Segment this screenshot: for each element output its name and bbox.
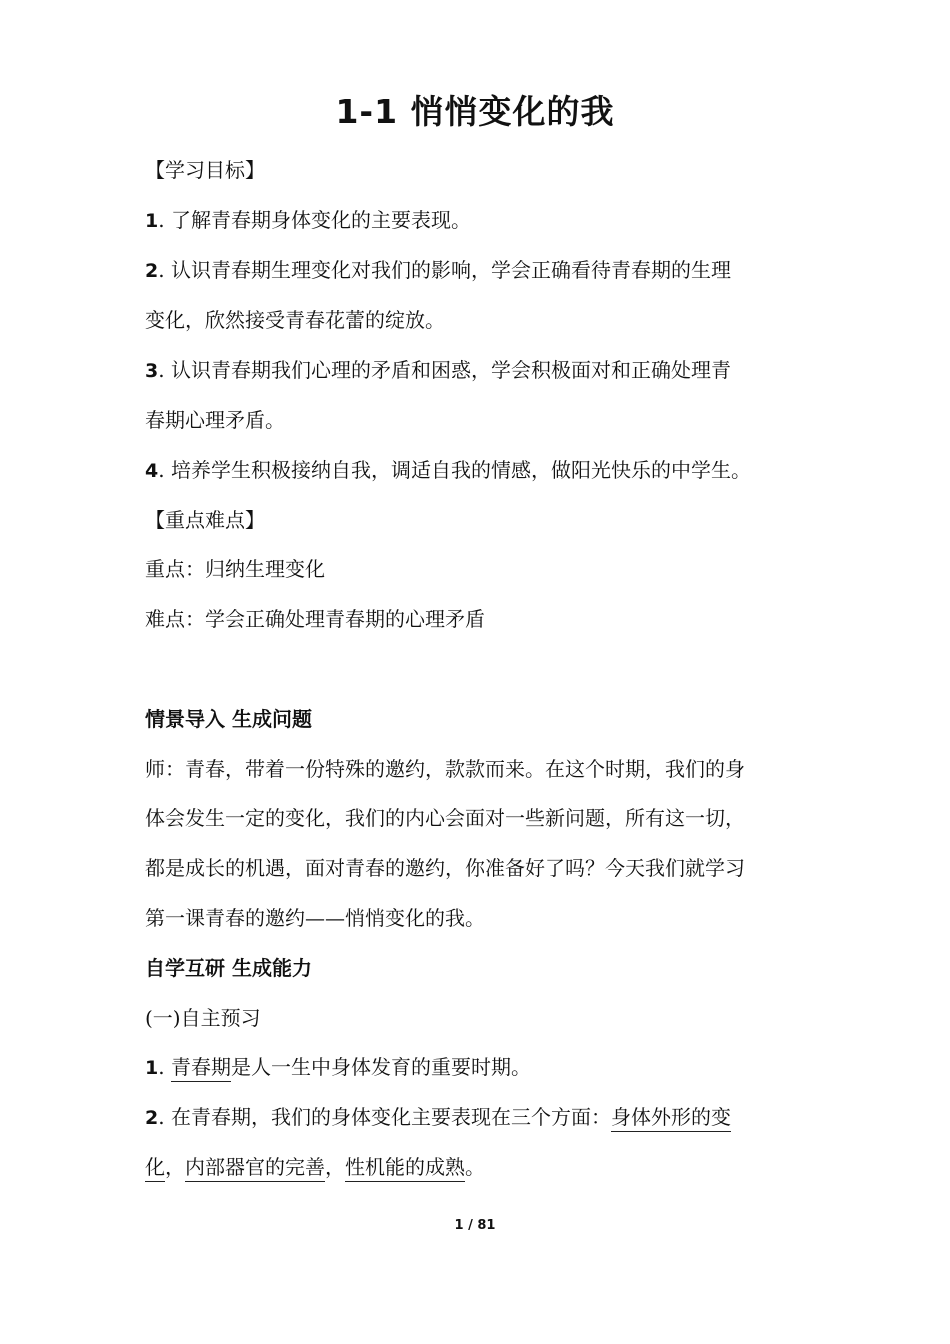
question-text: 是人一生中身体发育的重要时期。: [230, 1055, 531, 1079]
objective-text: . 了解青春期身体变化的主要表现。: [158, 208, 471, 232]
page-number: 1 / 81: [454, 1218, 496, 1233]
intro-paragraph-line: 第一课青春的邀约——悄悄变化的我。: [145, 906, 485, 930]
objective-text: . 认识青春期生理变化对我们的影响，学会正确看待青春期的生理: [158, 258, 731, 282]
objective-item-2-continued: 变化，欣然接受青春花蕾的绽放。: [145, 308, 445, 332]
page-title: 1-1 悄悄变化的我: [335, 92, 615, 131]
question-text: .: [158, 1055, 171, 1079]
keypoint-difficulty: 难点：学会正确处理青春期的心理矛盾: [145, 607, 485, 631]
intro-paragraph-line: 都是成长的机遇，面对青春的邀约，你准备好了吗？今天我们就学习: [145, 856, 745, 880]
selfstudy-heading: 自学互研 生成能力: [145, 956, 312, 980]
question-text: ，: [165, 1155, 185, 1179]
objective-item-1: [145, 205, 825, 236]
keypoints-header: 【重点难点】: [145, 508, 265, 532]
answer-blank: 化: [145, 1155, 165, 1182]
answer-blank: 内部器官的完善: [185, 1155, 325, 1182]
preview-question-2-continued: [145, 1152, 825, 1182]
preview-question-2: [145, 1102, 825, 1133]
objective-number: 1: [145, 210, 159, 232]
answer-blank: 身体外形的变: [611, 1105, 731, 1132]
objective-item-2: [145, 255, 825, 286]
question-number: 2: [145, 1107, 159, 1129]
intro-paragraph-line: 师：青春，带着一份特殊的邀约，款款而来。在这个时期，我们的身: [145, 757, 745, 781]
answer-blank: 性机能的成熟: [345, 1155, 465, 1182]
objectives-header: 【学习目标】: [145, 158, 265, 182]
objective-item-3: [145, 355, 825, 386]
question-text: ，: [325, 1155, 345, 1179]
keypoint-focus: 重点：归纳生理变化: [145, 557, 325, 581]
objective-item-4: [145, 455, 825, 486]
question-text: 。: [465, 1155, 485, 1179]
objective-number: 4: [145, 460, 159, 482]
objective-item-3-continued: 春期心理矛盾。: [145, 408, 285, 432]
objective-number: 2: [145, 260, 159, 282]
objective-text: . 培养学生积极接纳自我，调适自我的情感，做阳光快乐的中学生。: [158, 458, 751, 482]
preview-question-1: [145, 1052, 825, 1083]
objective-number: 3: [145, 360, 159, 382]
intro-paragraph-line: 体会发生一定的变化，我们的内心会面对一些新问题，所有这一切，: [145, 806, 745, 830]
question-number: 1: [145, 1057, 159, 1079]
answer-blank: 青春期: [171, 1055, 231, 1082]
question-text: . 在青春期，我们的身体变化主要表现在三个方面：: [158, 1105, 611, 1129]
intro-heading: 情景导入 生成问题: [145, 707, 312, 731]
selfstudy-subheading: (一)自主预习: [145, 1006, 261, 1030]
objective-text: . 认识青春期我们心理的矛盾和困惑，学会积极面对和正确处理青: [158, 358, 731, 382]
